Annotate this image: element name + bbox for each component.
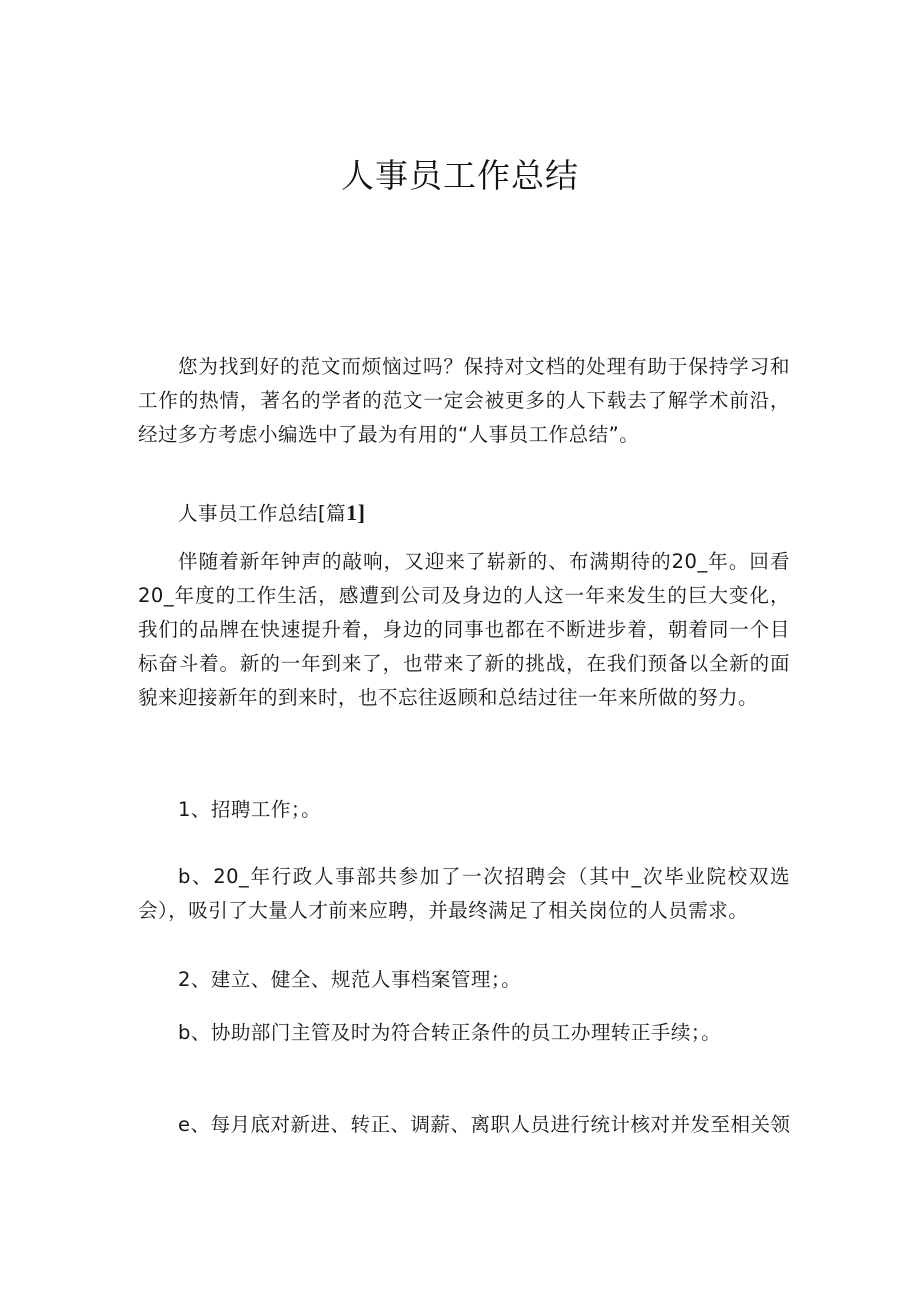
section-heading-prefix: 人事员工作总结[篇	[178, 502, 347, 525]
list-item-b2: b、协助部门主管及时为符合转正条件的员工办理转正手续；。	[178, 1021, 722, 1044]
list-item-b1: b、20_年行政人事部共参加了一次招聘会（其中_次毕业院校双选会），吸引了大量人才前来应聘，并最终满足了相关岗位的人员需求。	[138, 865, 790, 922]
list-item-e: e、每月底对新进、转正、调薪、离职人员进行统计核对并发至相关领	[178, 1113, 791, 1136]
paragraph-1: 伴随着新年钟声的敲响，又迎来了崭新的、布满期待的20_年。回看20_年度的工作生活，感遭到公司及身边的人这一年来发生的巨大变化，我们的品牌在快速提升着，身边的同事也都在不断进步着，朝着同一个目标奋斗着。新的一年到来了，也带来了新的挑战，在我们预备以全新的面貌来迎接新年的到来时，也不忘往返顾和总结过往一年来所做的努力。	[138, 550, 790, 709]
list-item-2: 2、建立、健全、规范人事档案管理；。	[178, 968, 522, 991]
document-title: 人事员工作总结	[341, 156, 579, 195]
list-item-1: 1、招聘工作；。	[178, 798, 322, 821]
intro-paragraph: 您为找到好的范文而烦恼过吗？保持对文档的处理有助于保持学习和工作的热情，著名的学者的范文一定会被更多的人下载去了解学术前沿，经过多方考虑小编选中了最为有用的“人事员工作总结”。	[138, 355, 790, 446]
section-heading-number: 1]	[346, 500, 366, 525]
section-heading	[178, 496, 798, 531]
